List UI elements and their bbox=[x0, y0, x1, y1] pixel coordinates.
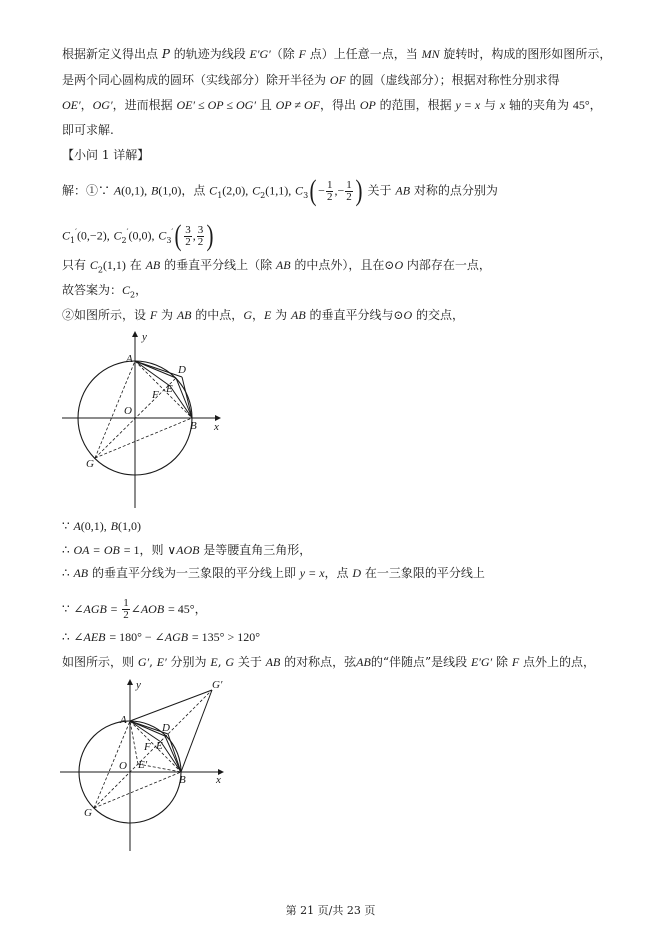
analysis-line-2: 是两个同心圆构成的圆环（实线部分）除开半径为 OF 的圆（虚线部分）；根据对称性分别求得 bbox=[62, 73, 560, 87]
fig2-label-d: D bbox=[162, 722, 170, 734]
proof-line-2: ∴ OA = OB = 1，则 ∨AOB 是等腰直角三角形， bbox=[62, 543, 312, 557]
fig1-label-x: x bbox=[214, 421, 219, 433]
fig1-label-f: F bbox=[152, 389, 159, 401]
fig1-label-e: E bbox=[166, 383, 173, 395]
proof-line-1: ∵ A(0,1), B(1,0) bbox=[62, 519, 141, 533]
figure-2 bbox=[58, 676, 238, 854]
fig2-label-a: A bbox=[120, 714, 127, 726]
fig2-label-g: G bbox=[84, 807, 92, 819]
proof-line-6: 如图所示，则 G′, E′ 分别为 E, G 关于 AB 的对称点，弦AB的“伴随点”是线段 E′G′ 除 F 点外上的点， bbox=[62, 655, 595, 669]
section-title: 【小问 1 详解】 bbox=[62, 148, 150, 162]
solution-line-b: $C_1'(0,-2)$, $C_2'(0,0)$, $C_3'$( $\frac{3}{2}$ , $\frac{3}{2}$ ) bbox=[62, 219, 214, 252]
fig1-label-g: G bbox=[86, 458, 94, 470]
fig1-label-d: D bbox=[178, 364, 186, 376]
fig1-label-b: B bbox=[190, 420, 197, 432]
proof-line-4: ∵ ∠AGB = $\frac{1}{2}$ ∠AOB = 45°， bbox=[62, 597, 207, 621]
fig1-label-o: O bbox=[124, 405, 132, 417]
fig1-label-a: A bbox=[126, 353, 133, 365]
proof-line-3: ∴ AB 的垂直平分线为一三象限的平分线上即 y = x，点 D 在一三象限的平分线上 bbox=[62, 566, 485, 580]
fig2-label-y: y bbox=[136, 679, 141, 691]
fig2-label-f: F bbox=[144, 741, 151, 753]
analysis-line-3: OE′，OG′，进而根据 OE′ ≤ OP ≤ OG′ 且 OP ≠ OF，得出 OP 的范围，根据 y = x 与 x 轴的夹角为 45°， bbox=[62, 98, 602, 112]
solution-line-a: 解：①∵ A(0,1), B(1,0)，点 $C_1(2,0)$, $C_2(1,1)$, $C_3$( − $\frac{1}{2}$ ,− $\frac{1}{2}$ ) 关于 AB 对称的点分别为 bbox=[62, 174, 498, 207]
fig1-label-y: y bbox=[142, 331, 147, 343]
solution-line-e: ②如图所示，设 F 为 AB 的中点，G，E 为 AB 的垂直平分线与⊙O 的交点， bbox=[62, 308, 465, 322]
fig2-label-e: E bbox=[156, 740, 163, 752]
analysis-line-1: 根据新定义得出点 P 的轨迹为线段 E′G′（除 F 点）上任意一点，当 MN 旋转时，构成的图形如图所示， bbox=[62, 47, 612, 61]
fig2-label-e-prime: E′ bbox=[138, 759, 148, 771]
page-footer: 第 21 页/共 23 页 bbox=[285, 904, 376, 917]
fig2-label-b: B bbox=[179, 774, 186, 786]
fig2-label-x: x bbox=[216, 774, 221, 786]
analysis-line-4: 即可求解. bbox=[62, 123, 114, 137]
fig2-label-o: O bbox=[119, 760, 127, 772]
figure-1 bbox=[60, 328, 240, 513]
solution-line-c: 只有 $C_2(1,1)$ 在 AB 的垂直平分线上（除 AB 的中点外），且在⊙O 内部存在一点， bbox=[62, 258, 491, 275]
proof-line-5: ∴ ∠AEB = 180° − ∠AGB = 135° > 120° bbox=[62, 630, 261, 644]
fig2-label-g-prime: G′ bbox=[212, 679, 223, 691]
solution-line-d: 故答案为：$C_2$， bbox=[62, 283, 148, 300]
